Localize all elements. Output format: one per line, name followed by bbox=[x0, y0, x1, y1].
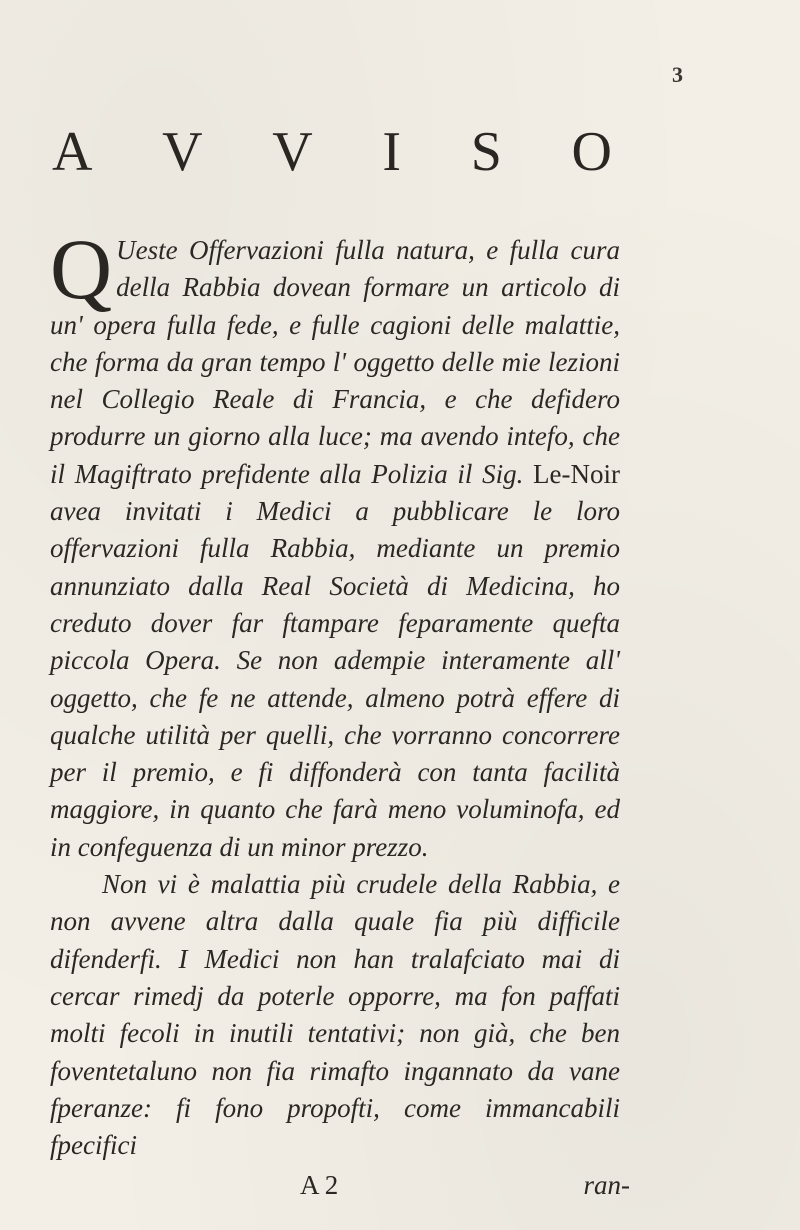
paragraph-2: Non vi è malattia più crudele della Rabbia, e non avvene altra dalla quale fia più difficile difenderfi. I Medici non han tralafciato mai di cercar rimedj da poterle opporre, ma fon paffati molti fecoli in inutili tentativi; non già, che ben foventetaluno non fia rimafto ingannato da vane fperanze: fi fono propofti, come immancabili fpecifici bbox=[50, 869, 620, 1161]
heading-letter: O bbox=[571, 120, 612, 183]
heading-letter: A bbox=[52, 120, 93, 183]
heading-letter: V bbox=[162, 120, 203, 183]
heading-letter: S bbox=[470, 120, 502, 183]
person-name: Le-Noir bbox=[533, 458, 620, 489]
page-heading bbox=[52, 120, 612, 184]
page-number: 3 bbox=[672, 62, 683, 87]
heading-letter: V bbox=[272, 120, 313, 183]
paragraph-1-text-end: avea invitati i Medici a pubblicare le loro offervazioni fulla Rabbia, mediante un premio annunziato dalla Real Società di Medicina, ho creduto dover far ftampare feparamente quefta piccola Opera. Se non adempie interamente all' oggetto, che fe ne attende, almeno potrà effere di qualche utilità per quelli, che vorranno concorrere per il premio, e fi diffonderà con tanta facilità maggiore, in quanto che farà meno voluminofa, ed in confeguenza di un minor prezzo. bbox=[50, 496, 620, 862]
catchword: ran- bbox=[583, 1170, 630, 1200]
paragraph-1-text-start: Ueste Offervazioni fulla natura, e fulla cura della Rabbia dovean formare un articolo di un' opera fulla fede, e fulle cagioni delle malattie, che forma da gran tempo l' oggetto delle mie lezioni nel Collegio Reale di Francia, e che defidero produrre un giorno alla luce; ma avendo intefo, che il Magiftrato prefidente alla Polizia il Sig. bbox=[50, 235, 620, 489]
heading-letter: I bbox=[382, 120, 402, 183]
drop-cap: Q bbox=[50, 221, 113, 317]
body-text bbox=[50, 221, 620, 1164]
page-footer bbox=[300, 1170, 630, 1201]
signature-mark: A 2 bbox=[300, 1170, 339, 1200]
paragraph-1 bbox=[50, 221, 620, 866]
